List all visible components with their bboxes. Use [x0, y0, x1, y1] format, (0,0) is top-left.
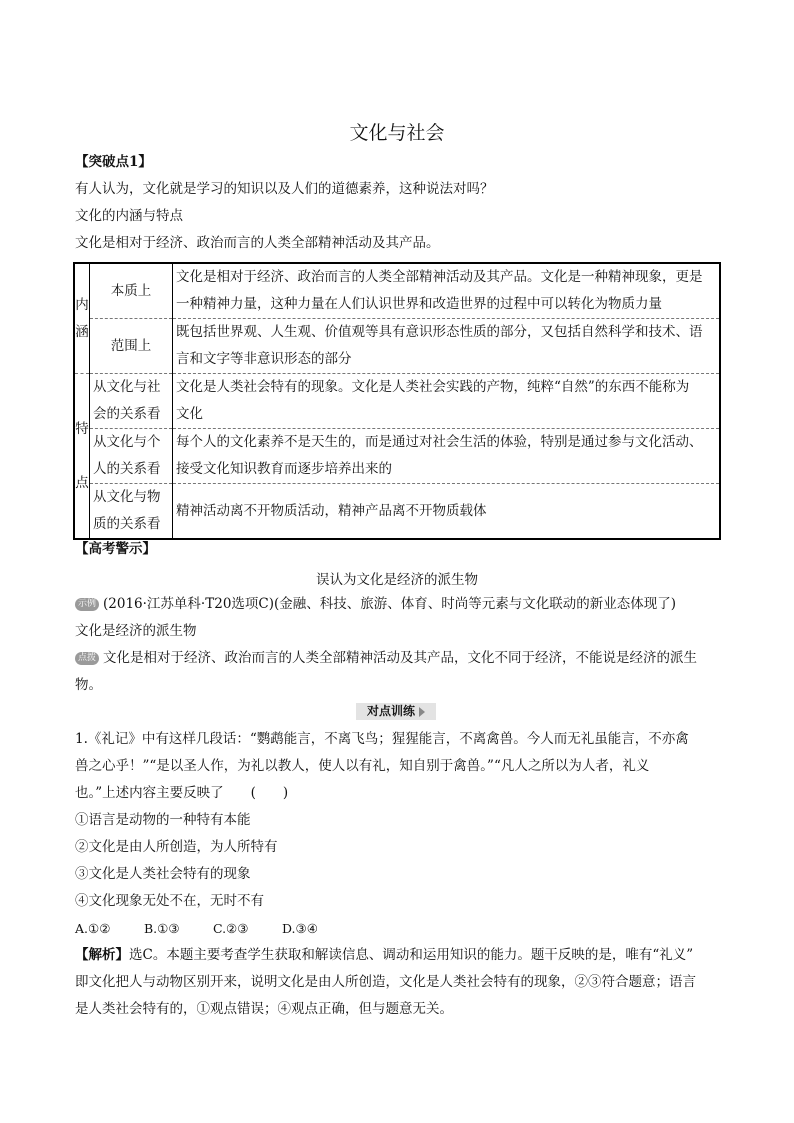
option-a: A.①② — [75, 921, 111, 936]
item-line: ①语言是动物的一种特有本能 — [75, 812, 251, 828]
arrow-right-icon — [419, 707, 425, 717]
group-label-connotation: 内 涵 — [74, 263, 90, 374]
knowledge-table — [73, 262, 721, 540]
option-d: D.③④ — [281, 921, 318, 936]
option-b: B.①③ — [143, 921, 180, 936]
item-line: ③文化是人类社会特有的现象 — [75, 866, 251, 882]
row-label: 从文化与物 质的关系看 — [90, 484, 173, 540]
question-line: 也。”上述内容主要反映了 ( ) — [75, 785, 289, 801]
answer-options — [75, 915, 720, 942]
item-line: ④文化现象无处不在，无时不有 — [75, 893, 264, 909]
table-row — [74, 484, 720, 540]
example-line-2: 文化是经济的派生物 — [75, 623, 197, 639]
definition-text: 文化是相对于经济、政治而言的人类全部精神活动及其产品。 — [75, 235, 440, 251]
table-row — [74, 429, 720, 484]
table-row — [74, 263, 720, 319]
question-line: 兽之心乎！”“是以圣人作，为礼以教人，使人以有礼，知自别于禽兽。”“凡人之所以为人者，礼义 — [75, 758, 650, 774]
breakthrough-label: 【突破点1】 — [75, 154, 152, 170]
section-heading: 文化的内涵与特点 — [75, 208, 183, 224]
training-banner: 对点训练 — [356, 703, 436, 720]
row-content: 每个人的文化素养不是天生的，而是通过对社会生活的体验，特别是通过参与文化活动、 接受文化知识教育而逐步培养出来的 — [173, 429, 721, 484]
item-line: ②文化是由人所创造，为人所特有 — [75, 839, 278, 855]
option-c: C.②③ — [212, 921, 249, 936]
comment-line: 点拨 文化是相对于经济、政治而言的人类全部精神活动及其产品，文化不同于经济，不能说是经济的派生 — [75, 645, 720, 672]
row-content: 文化是相对于经济、政治而言的人类全部精神活动及其产品。文化是一种精神现象，更是 一种精神力量，这种力量在人们认识世界和改造世界的过程中可以转化为物质力量 — [173, 263, 721, 319]
question-line: 1.《礼记》中有这样几段话：“鹦鹉能言，不离飞鸟；猩猩能言，不离禽兽。今人而无礼虽能言，不亦禽 — [75, 731, 689, 747]
comment-line-2: 物。 — [75, 677, 102, 693]
row-content: 精神活动离不开物质活动，精神产品离不开物质载体 — [173, 484, 721, 540]
analysis-label: 【解析】 — [75, 947, 129, 963]
group-label-features: 特 点 — [74, 374, 90, 540]
row-label: 范围上 — [90, 319, 173, 374]
row-label: 从文化与个 人的关系看 — [90, 429, 173, 484]
example-line: 示例 (2016·江苏单科·T20选项C)(金融、科技、旅游、体育、时尚等元素与文化联动的新业态体现了) — [75, 591, 720, 618]
comment-badge-icon: 点拨 — [75, 652, 99, 665]
table-row — [74, 374, 720, 429]
table-row — [74, 319, 720, 374]
analysis-line-2: 即文化把人与动物区别开来，说明文化是由人所创造，文化是人类社会特有的现象，②③符合题意；语言 — [75, 974, 696, 990]
warning-title: 误认为文化是经济的派生物 — [316, 572, 478, 588]
example-badge-icon: 示例 — [75, 598, 99, 611]
warning-label: 【高考警示】 — [75, 541, 156, 557]
row-label: 本质上 — [90, 263, 173, 319]
row-label: 从文化与社 会的关系看 — [90, 374, 173, 429]
page-title: 文化与社会 — [349, 122, 445, 144]
analysis-line-3: 是人类社会特有的，①观点错误；④观点正确，但与题意无关。 — [75, 1001, 453, 1017]
row-content: 文化是人类社会特有的现象。文化是人类社会实践的产物，纯粹“自然”的东西不能称为 文化 — [173, 374, 721, 429]
analysis-line: 【解析】选C。本题主要考查学生获取和解读信息、调动和运用知识的能力。题干反映的是，唯有“礼义” — [75, 947, 694, 963]
question-intro: 有人认为，文化就是学习的知识以及人们的道德素养，这种说法对吗？ — [75, 181, 494, 197]
row-content: 既包括世界观、人生观、价值观等具有意识形态性质的部分，又包括自然科学和技术、语 言和文字等非意识形态的部分 — [173, 319, 721, 374]
